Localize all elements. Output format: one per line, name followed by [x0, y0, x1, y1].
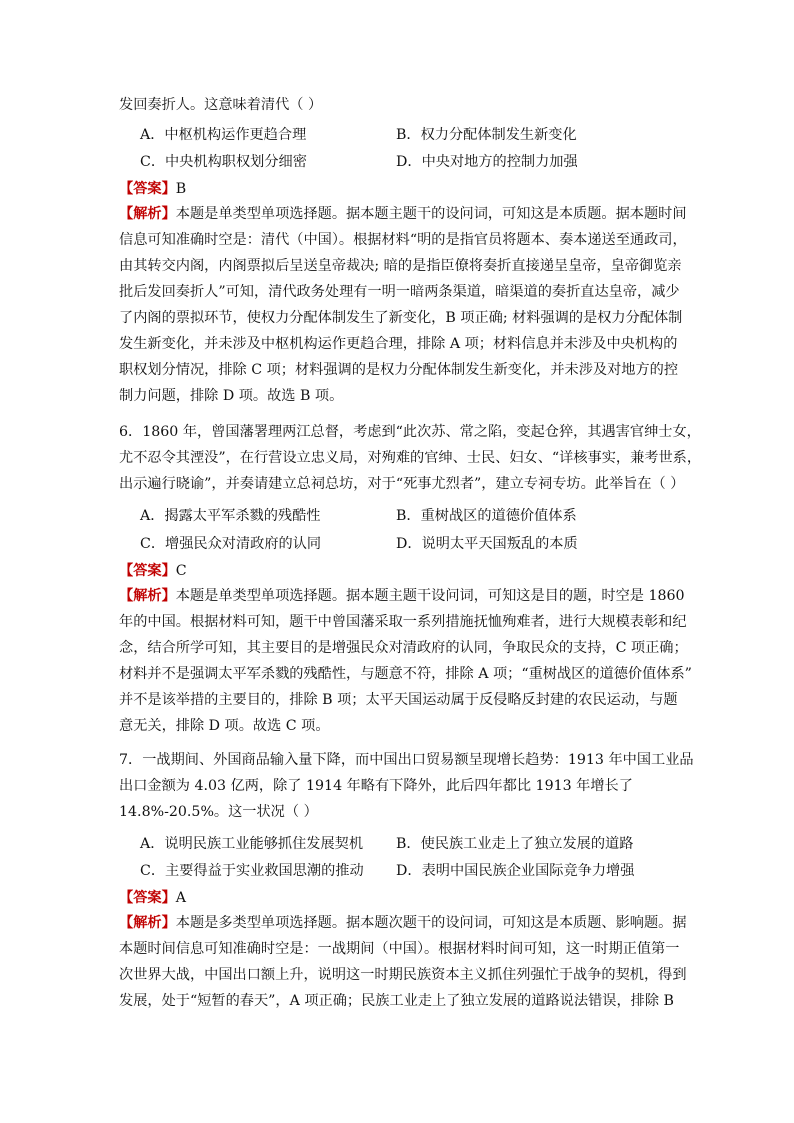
answer-tag: 【答案】 — [119, 181, 176, 197]
q5-option-c[interactable]: C．中央机构职权划分细密 — [140, 154, 307, 170]
analysis-line: 本题时间信息可知准确时空是：一战期间（中国）。根据材料时间可知，这一时期正值第一 — [119, 941, 680, 957]
analysis-line: 【解析】本题是多类型单项选择题。据本题次题干的设问词，可知这是本质题、影响题。据 — [119, 915, 687, 931]
answer-tag: 【答案】 — [119, 890, 176, 906]
stem-line: 14.8%-20.5%。这一状况（ ） — [119, 804, 318, 820]
q5-option-a[interactable]: A．中枢机构运作更趋合理 — [140, 127, 307, 143]
q5-answer — [119, 178, 186, 198]
q6-stem — [119, 419, 702, 497]
q5-option-b[interactable]: B．权力分配体制发生新变化 — [396, 127, 577, 143]
q7-option-b[interactable]: B．使民族工业走上了独立发展的道路 — [396, 836, 634, 852]
q5-stem-tail: 发回奏折人。这意味着清代（ ） — [119, 97, 323, 113]
analysis-line: 职权划分情况，排除 C 项；材料强调的是权力分配体制发生新变化，并未涉及对地方的控 — [119, 362, 679, 378]
q5-answer-value: B — [175, 181, 187, 197]
stem-line: 6．1860 年，曾国藩署理两江总督，考虑到“此次苏、常之陷，变起仓猝，其遇害官绅士女， — [119, 424, 701, 440]
q7-stem — [119, 747, 694, 825]
analysis-line: 意无关，排除 D 项。故选 C 项。 — [119, 718, 330, 734]
analysis-line: 由其转交内阁，内阁票拟后呈送皇帝裁决; 暗的是指臣僚将奏折直接递呈皇帝，皇帝御览亲 — [119, 258, 682, 274]
q7-analysis — [119, 910, 687, 1014]
q5-option-d[interactable]: D．中央对地方的控制力加强 — [396, 154, 578, 170]
analysis-tag: 【解析】 — [119, 915, 176, 931]
analysis-line: 【解析】本题是单类型单项选择题。据本题主题干设问词，可知这是目的题，时空是 1860 — [119, 588, 685, 604]
stem-line: 尤不忍令其湮没”，在行营设立忠义局，对殉难的官绅、士民、妇女、“详核事实，兼考世系， — [119, 450, 702, 466]
stem-line: 7．一战期间、外国商品输入量下降，而中国出口贸易额呈现增长趋势：1913 年中国工业品 — [119, 752, 694, 768]
q7-option-c[interactable]: C．主要得益于实业救国思潮的推动 — [140, 863, 364, 879]
analysis-line: 年的中国。根据材料可知，题干中曾国藩采取一系列措施抚恤殉难者，进行大规模表彰和纪 — [119, 614, 687, 630]
q7-answer-value: A — [175, 890, 187, 906]
analysis-line: 了内阁的票拟环节，使权力分配体制发生了新变化，B 项正确; 材料强调的是权力分配体制 — [119, 310, 683, 326]
q6-analysis — [119, 583, 692, 739]
analysis-line: 【解析】本题是单类型单项选择题。据本题主题干的设问词，可知这是本质题。据本题时间 — [119, 206, 687, 222]
analysis-line: 批后发回奏折人”可知，清代政务处理有一明一暗两条渠道，暗渠道的奏折直达皇帝，减少 — [119, 284, 680, 300]
answer-tag: 【答案】 — [119, 563, 176, 579]
analysis-line: 发生新变化，并未涉及中枢机构运作更趋合理，排除 A 项；材料信息并未涉及中央机构的 — [119, 336, 678, 352]
q7-option-a[interactable]: A．说明民族工业能够抓住发展契机 — [140, 836, 364, 852]
q5-analysis — [119, 201, 687, 409]
q6-answer-value: C — [175, 563, 187, 579]
analysis-line: 并不是该举措的主要目的，排除 B 项；太平天国运动属于反侵略反封建的农民运动，与题 — [119, 692, 678, 708]
analysis-line: 念，结合所学可知，其主要目的是增强民众对清政府的认同，争取民众的支持，C 项正确； — [119, 640, 688, 656]
analysis-line: 次世界大战，中国出口额上升，说明这一时期民族资本主义抓住列强忙于战争的契机，得到 — [119, 967, 687, 983]
stem-line: 出示遍行晓谕”，并奏请建立总祠总坊，对于“死事尤烈者”，建立专祠专坊。此举旨在（ ） — [119, 476, 685, 492]
q6-option-a[interactable]: A．揭露太平军杀戮的残酷性 — [140, 508, 321, 524]
q6-option-d[interactable]: D．说明太平天国叛乱的本质 — [396, 536, 578, 552]
q6-option-b[interactable]: B．重树战区的道德价值体系 — [396, 508, 577, 524]
q7-option-d[interactable]: D．表明中国民族企业国际竞争力增强 — [396, 863, 635, 879]
analysis-line: 发展，处于“短暂的春天”，A 项正确；民族工业走上了独立发展的道路说法错误，排除 B — [119, 993, 674, 1009]
q7-answer — [119, 887, 186, 907]
q6-answer — [119, 560, 187, 580]
analysis-line: 材料并不是强调太平军杀戮的残酷性，与题意不符，排除 A 项；“重树战区的道德价值体系” — [119, 666, 692, 682]
stem-line: 出口金额为 4.03 亿两，除了 1914 年略有下降外，此后四年都比 1913 年增长了 — [119, 778, 633, 794]
analysis-line: 制力问题，排除 D 项。故选 B 项。 — [119, 388, 344, 404]
analysis-tag: 【解析】 — [119, 206, 176, 222]
analysis-tag: 【解析】 — [119, 588, 176, 604]
analysis-line: 信息可知准确时空是：清代（中国）。根据材料“明的是指官员将题本、奏本递送至通政司， — [119, 232, 687, 248]
q6-option-c[interactable]: C．增强民众对清政府的认同 — [140, 536, 322, 552]
